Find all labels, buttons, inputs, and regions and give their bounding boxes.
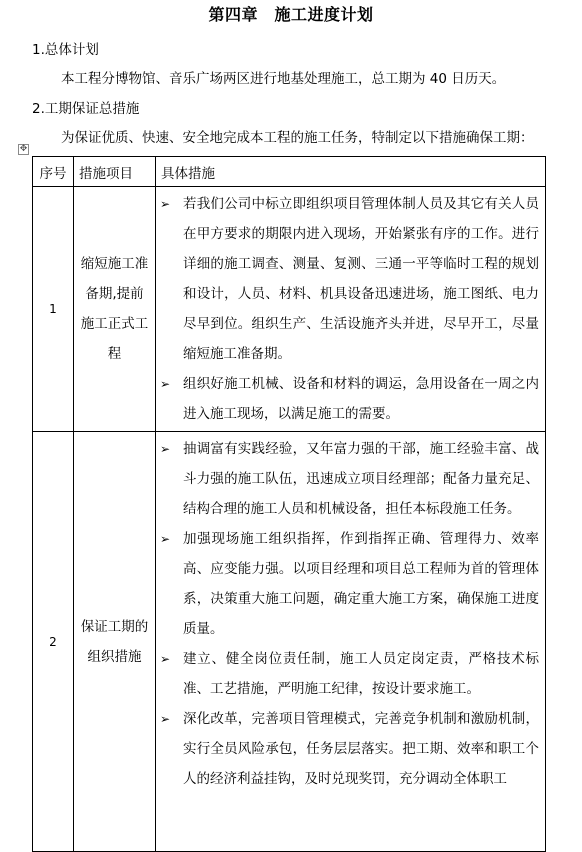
arrow-bullet-icon: ➢: [160, 442, 171, 456]
section-heading-schedule-measures: 2.工期保证总措施: [32, 101, 140, 117]
schedule-measures-intro: 为保证优质、快速、安全地完成本工程的施工任务，特制定以下措施确保工期：: [61, 130, 534, 146]
header-no: 序号: [33, 157, 74, 187]
table-header-row: [33, 157, 546, 187]
row-item: 缩短施工准备期,提前施工正式工程: [74, 187, 156, 432]
measure-bullet: [160, 644, 539, 704]
measure-bullet: [160, 369, 539, 429]
measures-table: [32, 156, 546, 852]
section-heading-overall-plan: 1.总体计划: [32, 42, 99, 58]
table-row: [33, 432, 546, 852]
row-detail: [156, 432, 546, 852]
measure-text: 若我们公司中标立即组织项目管理体制人员及其它有关人员在甲方要求的期限内进入现场，开始紧张有序的工作。进行详细的施工调查、测量、复测、三通一平等临时工程的规划和设计，人员、材料、机具设备迅速进场，施工图纸、电力尽早到位。组织生产、生活设施齐头并进，尽早开工，尽量缩短施工准备期。: [183, 196, 539, 362]
table-row: [33, 187, 546, 432]
table-move-handle-icon[interactable]: ✥: [19, 144, 28, 154]
overall-plan-paragraph: 本工程分博物馆、音乐广场两区进行地基处理施工，总工期为 40 日历天。: [61, 71, 506, 87]
measure-text: 深化改革，完善项目管理模式，完善竞争机制和激励机制，实行全员风险承包，任务层层落实。把工期、效率和职工个人的经济利益挂钩，及时兑现奖罚，充分调动全体职工: [183, 711, 539, 787]
arrow-bullet-icon: ➢: [160, 197, 171, 211]
arrow-bullet-icon: ➢: [160, 652, 171, 666]
row-item: 保证工期的组织措施: [74, 432, 156, 852]
measure-bullet: [160, 524, 539, 644]
header-detail: 具体措施: [156, 157, 546, 187]
measure-bullet: [160, 189, 539, 369]
chapter-title: 第四章 施工进度计划: [208, 5, 374, 24]
measure-text: 组织好施工机械、设备和材料的调运，急用设备在一周之内进入施工现场，以满足施工的需要。: [183, 376, 539, 422]
measure-bullet: [160, 704, 539, 794]
arrow-bullet-icon: ➢: [160, 377, 171, 391]
measure-text: 建立、健全岗位责任制，施工人员定岗定责，严格技术标准、工艺措施，严明施工纪律，按设计要求施工。: [183, 651, 539, 697]
measure-text: 加强现场施工组织指挥，作到指挥正确、管理得力、效率高、应变能力强。以项目经理和项目总工程师为首的管理体系，决策重大施工问题，确定重大施工方案，确保施工进度质量。: [183, 531, 539, 637]
arrow-bullet-icon: ➢: [160, 712, 171, 726]
header-item: 措施项目: [74, 157, 156, 187]
row-number: 1: [33, 187, 74, 432]
row-number: 2: [33, 432, 74, 852]
measure-text: 抽调富有实践经验，又年富力强的干部，施工经验丰富、战斗力强的施工队伍，迅速成立项目经理部；配备力量充足、结构合理的施工人员和机械设备，担任本标段施工任务。: [183, 441, 539, 517]
row-detail: [156, 187, 546, 432]
arrow-bullet-icon: ➢: [160, 532, 171, 546]
measure-bullet: [160, 434, 539, 524]
